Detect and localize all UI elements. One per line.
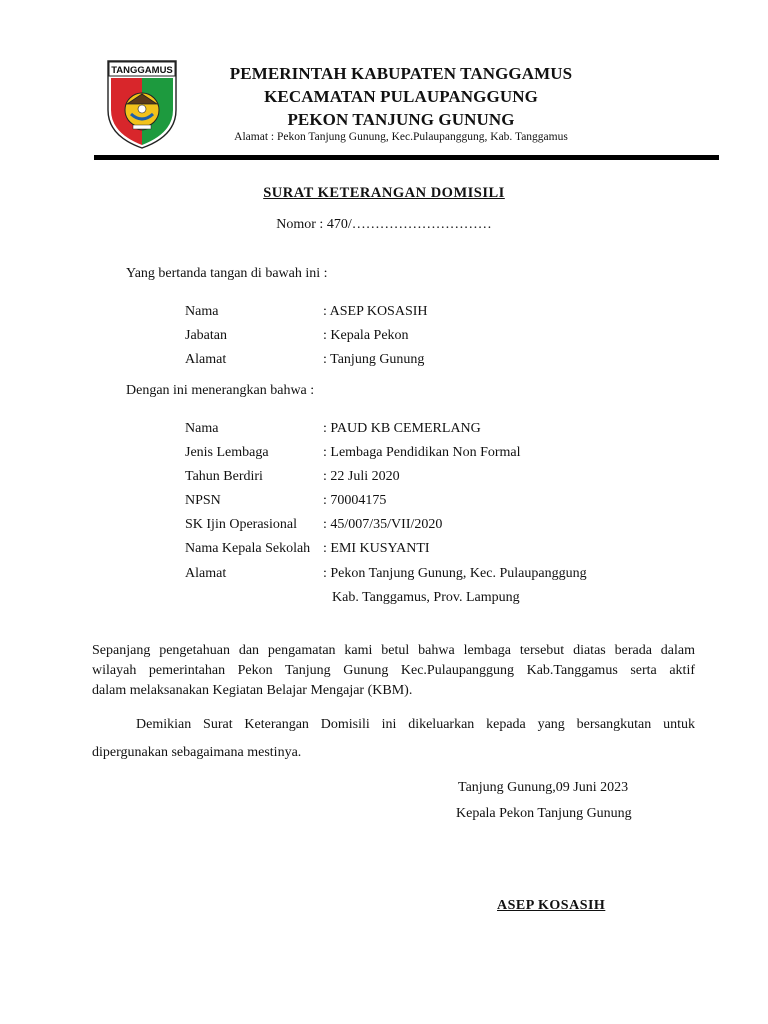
field-value: : 70004175 bbox=[323, 493, 387, 508]
logo-text: TANGGAMUS bbox=[111, 65, 173, 76]
body-paragraph-1-line: wilayah pemerintahan Pekon Tanjung Gunung Kec.Pulaupanggung Kab.Tanggamus serta aktif bbox=[92, 663, 695, 678]
letter-title: SURAT KETERANGAN DOMISILI bbox=[263, 185, 505, 201]
header-address: Alamat : Pekon Tanjung Gunung, Kec.Pulaupanggung, Kab. Tanggamus bbox=[234, 131, 568, 143]
field-value: : EMI KUSYANTI bbox=[323, 541, 430, 556]
field-value: : 45/007/35/VII/2020 bbox=[323, 517, 443, 532]
header-line-3: PEKON TANJUNG GUNUNG bbox=[287, 110, 515, 129]
field-label: SK Ijin Operasional bbox=[185, 517, 297, 532]
letter-number: Nomor : 470/………………………… bbox=[276, 217, 492, 232]
field-label: Alamat bbox=[185, 566, 227, 581]
body-paragraph-2-line: Demikian Surat Keterangan Domisili ini dikeluarkan kepada yang bersangkutan untuk bbox=[136, 717, 695, 732]
field-value: : Pekon Tanjung Gunung, Kec. Pulaupanggung bbox=[323, 566, 587, 581]
field-value: : Lembaga Pendidikan Non Formal bbox=[323, 445, 521, 460]
field-value: Kab. Tanggamus, Prov. Lampung bbox=[332, 590, 520, 605]
field-label: Jenis Lembaga bbox=[185, 445, 269, 460]
field-value: : ASEP KOSASIH bbox=[323, 304, 428, 319]
field-label: Nama bbox=[185, 421, 219, 436]
field-value: : Kepala Pekon bbox=[323, 328, 409, 343]
field-value: : PAUD KB CEMERLANG bbox=[323, 421, 481, 436]
header-line-1: PEMERINTAH KABUPATEN TANGGAMUS bbox=[229, 64, 573, 83]
field-label: Alamat bbox=[185, 352, 227, 367]
field-label: Tahun Berdiri bbox=[185, 469, 263, 484]
field-label: NPSN bbox=[185, 493, 221, 508]
body-paragraph-1-line: Sepanjang pengetahuan dan pengamatan kami betul bahwa lembaga tersebut diatas berada dalam bbox=[92, 643, 695, 658]
place-date: Tanjung Gunung,09 Juni 2023 bbox=[458, 780, 629, 795]
field-value: : 22 Juli 2020 bbox=[323, 469, 400, 484]
signer-position: Kepala Pekon Tanjung Gunung bbox=[456, 806, 632, 821]
header-divider bbox=[94, 155, 719, 160]
header-line-2: KECAMATAN PULAUPANGGUNG bbox=[264, 87, 538, 106]
body-paragraph-1-line: dalam melaksanakan Kegiatan Belajar Mengajar (KBM). bbox=[92, 683, 413, 698]
intro-text: Yang bertanda tangan di bawah ini : bbox=[126, 266, 328, 281]
field-label: Jabatan bbox=[185, 328, 227, 343]
field-value: : Tanjung Gunung bbox=[323, 352, 425, 367]
field-label: Nama bbox=[185, 304, 219, 319]
signer-name: ASEP KOSASIH bbox=[497, 898, 606, 913]
statement-text: Dengan ini menerangkan bahwa : bbox=[126, 383, 315, 398]
field-label: Nama Kepala Sekolah bbox=[185, 541, 311, 556]
body-paragraph-2-line: dipergunakan sebagaimana mestinya. bbox=[92, 745, 302, 760]
